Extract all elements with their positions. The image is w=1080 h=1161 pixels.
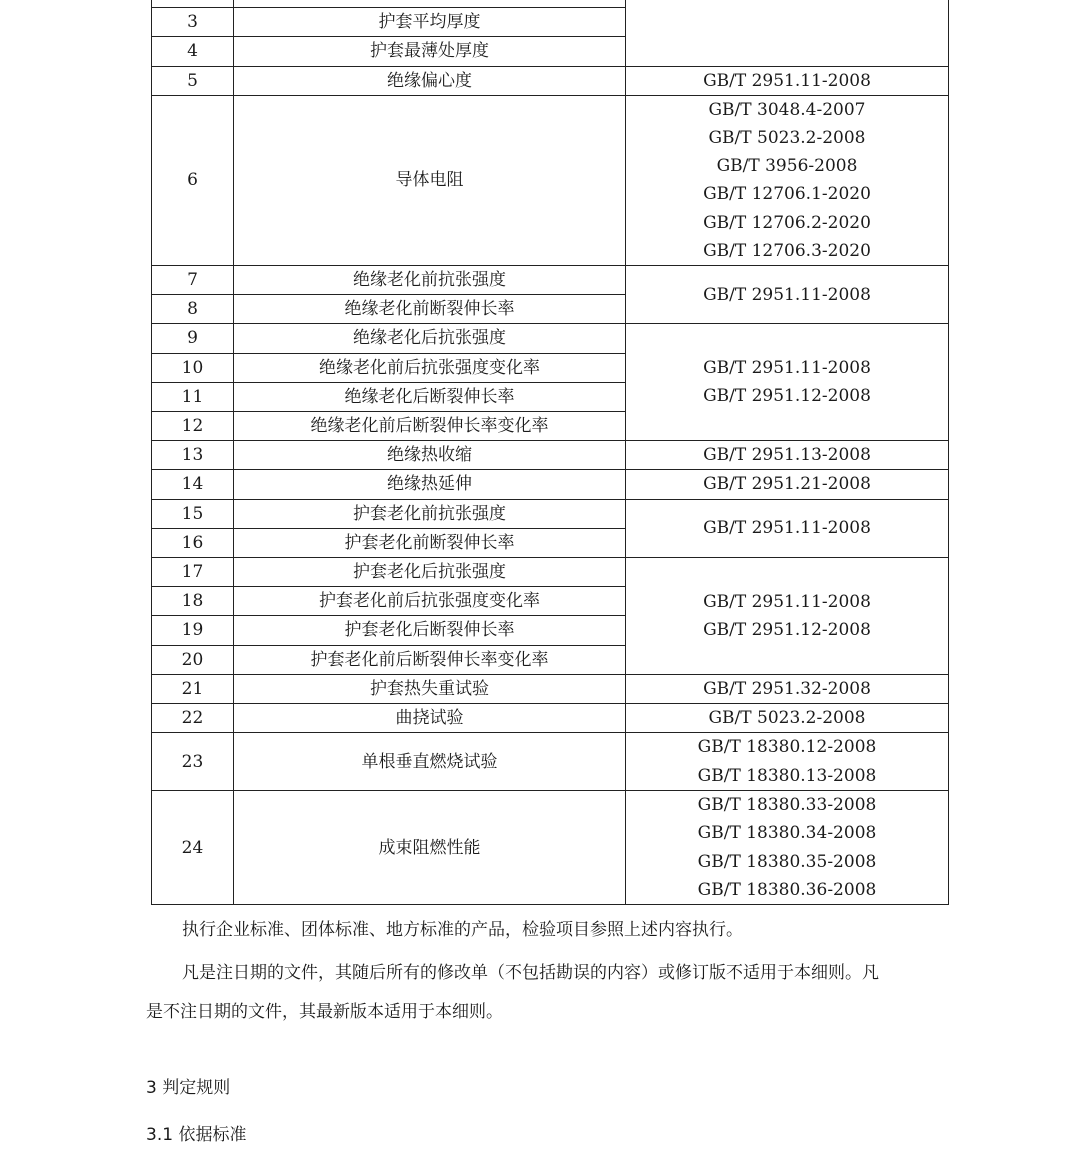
- test-item: 绝缘老化前抗张强度: [234, 265, 626, 294]
- test-item: 护套老化后抗张强度: [234, 557, 626, 586]
- test-item: 护套老化前后断裂伸长率变化率: [234, 645, 626, 674]
- row-number: 4: [152, 37, 234, 66]
- standard-code: GB/T 2951.12-2008: [703, 386, 871, 407]
- row-number: 20: [152, 645, 234, 674]
- row-number: 11: [152, 382, 234, 411]
- table-row: [152, 0, 949, 8]
- row-number: 8: [152, 295, 234, 324]
- standard-cell: [626, 470, 949, 499]
- test-item: 绝缘老化后抗张强度: [234, 324, 626, 353]
- standard-cell: [626, 324, 949, 441]
- test-item: 绝缘偏心度: [234, 66, 626, 95]
- standard-code: GB/T 2951.32-2008: [703, 678, 871, 699]
- standard-code: GB/T 18380.13-2008: [697, 765, 877, 786]
- standard-cell: [626, 441, 949, 470]
- standard-cell: [626, 499, 949, 557]
- test-item: 曲挠试验: [234, 703, 626, 732]
- standard-code: GB/T 12706.2-2020: [703, 212, 871, 233]
- standard-code: GB/T 5023.2-2008: [708, 127, 866, 148]
- test-item: 绝缘老化后断裂伸长率: [234, 382, 626, 411]
- standard-code: GB/T 2951.12-2008: [703, 619, 871, 640]
- section-heading-judgement-rules: 3 判定规则: [146, 1078, 231, 1098]
- standard-cell: [626, 265, 949, 323]
- test-item: 护套老化前抗张强度: [234, 499, 626, 528]
- table-row: [152, 703, 949, 732]
- standard-code: GB/T 2951.11-2008: [703, 70, 871, 91]
- standard-cell: [626, 703, 949, 732]
- test-item: [234, 0, 626, 8]
- test-item: 护套老化前后抗张强度变化率: [234, 587, 626, 616]
- standard-code: GB/T 3956-2008: [716, 156, 858, 177]
- row-number: 13: [152, 441, 234, 470]
- row-number: 15: [152, 499, 234, 528]
- test-item: 绝缘老化前断裂伸长率: [234, 295, 626, 324]
- row-number: 16: [152, 528, 234, 557]
- standard-code: GB/T 18380.12-2008: [697, 737, 877, 758]
- row-number: 3: [152, 8, 234, 37]
- row-number: 12: [152, 411, 234, 440]
- test-item: 单根垂直燃烧试验: [234, 733, 626, 791]
- test-item: 护套老化后断裂伸长率: [234, 616, 626, 645]
- table-row: [152, 557, 949, 586]
- row-number: 10: [152, 353, 234, 382]
- standard-code: GB/T 2951.11-2008: [703, 591, 871, 612]
- table-row: [152, 470, 949, 499]
- standard-code: GB/T 12706.3-2020: [703, 240, 871, 261]
- row-number: 24: [152, 791, 234, 905]
- paragraph-scope-note: 执行企业标准、团体标准、地方标准的产品，检验项目参照上述内容执行。: [182, 920, 743, 940]
- test-item: 护套最薄处厚度: [234, 37, 626, 66]
- table-row: [152, 791, 949, 905]
- row-number: 5: [152, 66, 234, 95]
- table-row: [152, 441, 949, 470]
- row-number: 21: [152, 674, 234, 703]
- row-number: 17: [152, 557, 234, 586]
- standards-table: [151, 0, 949, 905]
- table-row: [152, 66, 949, 95]
- subsection-heading-basis-standard: 3.1 依据标准: [146, 1125, 247, 1145]
- test-item: 护套热失重试验: [234, 674, 626, 703]
- test-item: 护套老化前断裂伸长率: [234, 528, 626, 557]
- standard-cell: [626, 557, 949, 674]
- table-row: [152, 733, 949, 791]
- test-item: 成束阻燃性能: [234, 791, 626, 905]
- test-item: 护套平均厚度: [234, 8, 626, 37]
- standard-code: GB/T 12706.1-2020: [703, 184, 871, 205]
- standard-cell: [626, 66, 949, 95]
- standard-code: GB/T 2951.11-2008: [703, 284, 871, 305]
- standard-code: GB/T 18380.36-2008: [697, 879, 877, 900]
- table-row: [152, 499, 949, 528]
- standard-cell: [626, 733, 949, 791]
- standard-code: GB/T 18380.34-2008: [697, 823, 877, 844]
- standard-code: GB/T 2951.13-2008: [703, 445, 871, 466]
- row-number: 19: [152, 616, 234, 645]
- table-row: [152, 95, 949, 265]
- table-row: [152, 265, 949, 294]
- row-number: 14: [152, 470, 234, 499]
- row-number: 18: [152, 587, 234, 616]
- standard-cell: [626, 791, 949, 905]
- paragraph-dated-docs-line2: 是不注日期的文件，其最新版本适用于本细则。: [146, 1002, 503, 1022]
- table-row: [152, 324, 949, 353]
- standard-cell: [626, 95, 949, 265]
- standard-code: GB/T 3048.4-2007: [708, 99, 866, 120]
- row-number: 6: [152, 95, 234, 265]
- test-item: 绝缘老化前后抗张强度变化率: [234, 353, 626, 382]
- row-number: 23: [152, 733, 234, 791]
- row-number: 9: [152, 324, 234, 353]
- row-number: 22: [152, 703, 234, 732]
- standard-cell: [626, 0, 949, 66]
- test-item: 导体电阻: [234, 95, 626, 265]
- paragraph-dated-docs-line1: 凡是注日期的文件，其随后所有的修改单（不包括勘误的内容）或修订版不适用于本细则。凡: [182, 963, 879, 983]
- row-number: [152, 0, 234, 8]
- table-row: [152, 674, 949, 703]
- test-item: 绝缘热收缩: [234, 441, 626, 470]
- standard-cell: [626, 674, 949, 703]
- test-item: 绝缘老化前后断裂伸长率变化率: [234, 411, 626, 440]
- standard-code: GB/T 18380.35-2008: [697, 851, 877, 872]
- standard-code: GB/T 5023.2-2008: [708, 707, 866, 728]
- standard-code: GB/T 2951.11-2008: [703, 358, 871, 379]
- test-item: 绝缘热延伸: [234, 470, 626, 499]
- standard-code: GB/T 2951.11-2008: [703, 518, 871, 539]
- standard-code: GB/T 2951.21-2008: [703, 474, 871, 495]
- standard-code: GB/T 18380.33-2008: [697, 795, 877, 816]
- row-number: 7: [152, 265, 234, 294]
